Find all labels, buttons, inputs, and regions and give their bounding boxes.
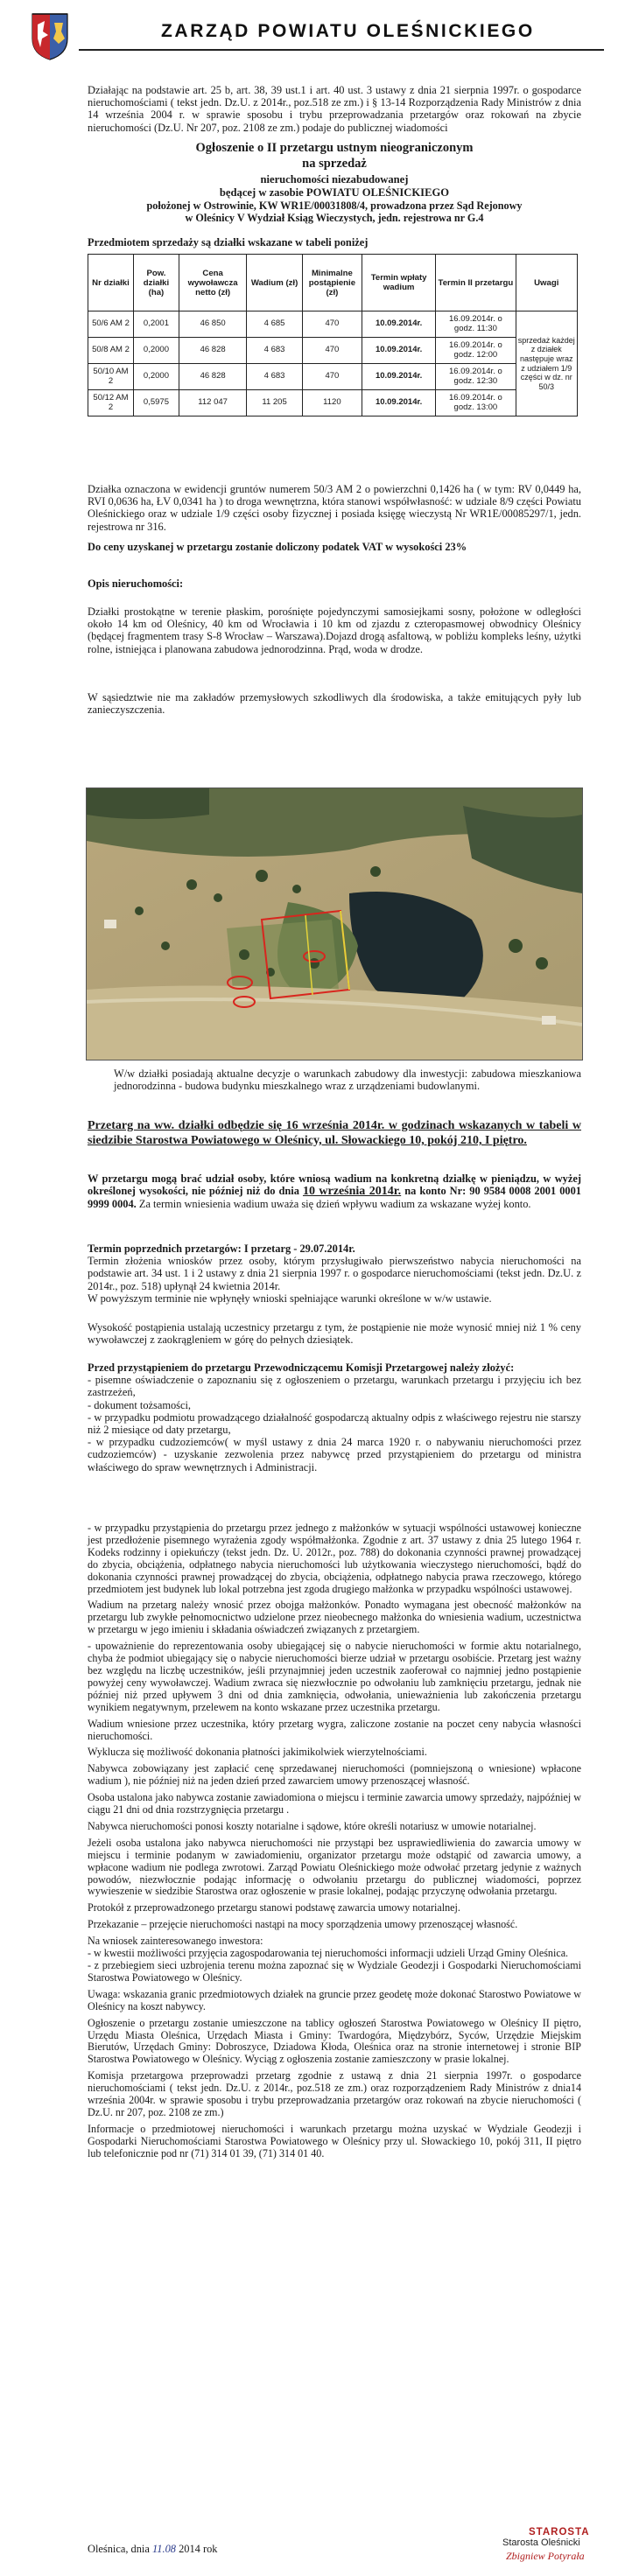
table-cell: 1120 <box>302 390 362 416</box>
announcement-subtitle-1: nieruchomości niezabudowanej <box>260 173 409 186</box>
deposit-text: W przetargu mogą brać udział osoby, które wniosą wadium na konkretną działkę w pieniądzu, w wyżej określonej wysokości, nie później niż do dnia <box>88 1172 581 1198</box>
road-plot-paragraph: Działka oznaczona w ewidencji gruntów numerem 50/3 AM 2 o powierzchni 0,1426 ha ( w tym: RV 0,0449 ha, RVI 0,0636 ha, ŁV 0,0341 ha ) to droga wewnętrzna, która stanowi współwłasność: w udziale 8/9 części Powiatu Oleśnickiego oraz w udziale 1/9 części osoby fizycznej i posiada księgę wieczystą Nr WR1E/00085297/1, jedn. rejestrowa nr 316. <box>88 483 581 533</box>
description-heading: Opis nieruchomości: <box>88 578 184 590</box>
auction-venue: Przetarg na ww. działki odbędzie się 16 września 2014r. w godzinach wskazanych w tabeli w siedzibie Starostwa Powiatowego w Oleśnicy, ul. Słowackiego 10, pokój 210, I piętro. <box>88 1119 581 1147</box>
table-cell: 470 <box>302 364 362 390</box>
list-item: - w kwestii możliwości przyjęcia zagospodarowania tej nieruchomości informacji udzieli Urząd Gminy Oleśnica. <box>88 1947 569 1960</box>
col-header: Termin wpłaty wadium <box>362 255 435 312</box>
deposit-paragraph <box>88 1172 581 1211</box>
table-cell: 50/10 AM 2 <box>88 364 134 390</box>
col-header: Cena wywoławcza netto (zł) <box>179 255 246 312</box>
plots-table <box>88 254 578 416</box>
aerial-photo-image <box>87 788 582 1060</box>
bid-increment-paragraph: Wysokość postąpienia ustalają uczestnicy przetargu z tym, że postąpienie nie może wynosić mniej niż 1 % ceny wywoławczej z zaokrągleniem w górę do pełnych dziesiątek. <box>88 1321 581 1347</box>
col-header: Uwagi <box>516 255 578 312</box>
table-cell: 10.09.2014r. <box>362 338 435 364</box>
footer-place: Oleśnica, dnia <box>88 2543 150 2555</box>
table-cell: 0,2000 <box>133 364 179 390</box>
header-divider <box>79 49 604 51</box>
table-cell: 0,5975 <box>133 390 179 416</box>
table-cell: 0,2000 <box>133 338 179 364</box>
rule-paragraph: Przekazanie – przejęcie nieruchomości nastąpi na mocy sporządzenia umowy przenoszącej własność. <box>88 1918 518 1931</box>
table-cell: 11 205 <box>247 390 303 416</box>
rule-paragraph: Wadium na przetarg należy wnosić przez obojga małżonków. Ponadto wymagana jest obecność małżonków na przetargu lub zwykłe pełnomocnictwo udzielone przez nieobecnego małżonka do wniesienia wadium, uczestnictwa w przetargu w jego imieniu i składania oświadczeń związanych z przetargiem. <box>88 1599 581 1636</box>
table-cell: 112 047 <box>179 390 246 416</box>
table-cell: 50/12 AM 2 <box>88 390 134 416</box>
office-name: ZARZĄD POWIATU OLEŚNICKIEGO <box>161 21 535 41</box>
col-header: Minimalne postąpienie (zł) <box>302 255 362 312</box>
list-item: - w przypadku cudzoziemców( w myśl ustawy z dnia 24 marca 1920 r. o nabywaniu nieruchomości przez cudzoziemców) - uzyskanie zezwolenia przez nabywcę przed przystąpieniem do przetargu od ministra właściwego do spraw wewnętrznych i Administracji. <box>88 1436 581 1474</box>
footer-year: 2014 rok <box>179 2543 218 2555</box>
table-cell: 0,2001 <box>133 312 179 338</box>
list-item: - z przebiegiem sieci uzbrojenia terenu można zapoznać się w Wydziale Geodezji i Gospodarki Nieruchomościami Starostwa Powiatowego w Oleśnicy. <box>88 1959 581 1984</box>
rule-paragraph: Protokół z przeprowadzonego przetargu stanowi podstawę zawarcia umowy notarialnej. <box>88 1901 460 1914</box>
intro-paragraph: Działając na podstawie art. 25 b, art. 38, 39 ust.1 i art. 40 ust. 3 ustawy z dnia 21 sierpnia 1997r. o gospodarce nieruchomościami ( tekst jedn. Dz.U. z 2014r., poz.518 ze zm.) i § 13-14 Rozporządzenia Rady Ministrów z dnia 14 września 2004 r. w sprawie sposobu i trybu przeprowadzania przetargów oraz rokowań na zbycie nieruchomości (Dz.U. Nr 207, poz. 2108 ze zm.) podaje do publicznej wiadomości <box>88 84 581 134</box>
table-cell: 50/6 AM 2 <box>88 312 134 338</box>
table-header-row <box>88 255 578 312</box>
rule-paragraph: Osoba ustalona jako nabywca zostanie zawiadomiona o miejscu i terminie zawarcia umowy sprzedaży, najpóźniej w ciągu 21 dni od dnia rozstrzygnięcia przetargu . <box>88 1791 581 1816</box>
required-documents-list <box>88 1374 581 1474</box>
rule-paragraph: Wyklucza się możliwość dokonania płatności jakimikolwiek wierzytelnościami. <box>88 1746 427 1759</box>
deposit-term-note: Za termin wniesienia wadium uważa się dzień wpływu wadium za wskazane wyżej konto. <box>138 1198 531 1211</box>
rule-paragraph: - upoważnienie do reprezentowania osoby ubiegającej się o nabycie nieruchomości w formie aktu notarialnego, chyba że podmiot ubiegający się o nabycie nieruchomości bierze udział w przetargu osobiście. Przetarg jest ważny bez względu na liczbę uczestników, jeśli przynajmniej jeden uczestnik zaoferował co najmniej jedno postąpienie powyżej ceny wywoławczej. Wadium zwraca się niezwłocznie po odwołaniu lub zamknięciu przetargu, jednak nie później niż przed upływem 3 dni od dnia zamknięcia, odwołania, unieważnienia lub zakończenia przetargu wynikiem negatywnym, przelewem na konto wskazane przez uczestnika przetargu. <box>88 1640 581 1713</box>
table-cell: 46 828 <box>179 364 246 390</box>
announcement-title-1: Ogłoszenie o II przetargu ustnym nieograniczonym <box>195 141 474 155</box>
col-header: Nr działki <box>88 255 134 312</box>
table-cell: 10.09.2014r. <box>362 312 435 338</box>
stamp-office: Starosta Oleśnicki <box>502 2538 580 2548</box>
table-cell: 4 683 <box>247 364 303 390</box>
official-stamp <box>490 2527 613 2571</box>
table-cell: 50/8 AM 2 <box>88 338 134 364</box>
table-cell: 16.09.2014r. o godz. 12:00 <box>436 338 516 364</box>
table-cell: 16.09.2014r. o godz. 12:30 <box>436 364 516 390</box>
required-documents <box>88 1362 581 1474</box>
description-paragraph: Działki prostokątne w terenie płaskim, porośnięte pojedynczymi samosiejkami sosny, położone w odległości około 14 km od Oleśnicy, 40 km od Wrocławia i 10 km od zjazdu z czteropasmowej obwodnicy Oleśnicy (będącej fragmentem trasy S-8 Wrocław – Warszawa).Dojazd drogą asfaltową, w pobliżu kompleks leśny, użytki rolne, istniejąca i planowana zabudowa jednorodzinna. Prąd, woda w drodze. <box>88 606 581 655</box>
table-cell: 470 <box>302 338 362 364</box>
posting-paragraph: Ogłoszenie o przetargu zostanie umieszczone na tablicy ogłoszeń Starostwa Powiatowego w Oleśnicy II piętro, Urzędu Miasta Oleśnica, Urzędach Miasta i Gminy: Twardogóra, Międzybórz, Syców, Urzędzie Miejskim Bierutów, Urzędach Gminy: Dobroszyce, Dziadowa Kłoda, Oleśnica oraz na stronie internetowej i stronie BIP Starostwa Powiatowego w Oleśnicy. Wyciąg z ogłoszenia zostanie zamieszczony w prasie lokalnej. <box>88 2016 581 2066</box>
previous-auctions <box>88 1242 581 1305</box>
table-cell: 10.09.2014r. <box>362 390 435 416</box>
footer-handwritten-date: 11.08 <box>152 2543 176 2555</box>
required-documents-heading: Przed przystąpieniem do przetargu Przewodniczącemu Komisji Przetargowej należy złożyć: <box>88 1362 515 1374</box>
footer-date-line <box>88 2543 350 2555</box>
table-cell: 16.09.2014r. o godz. 13:00 <box>436 390 516 416</box>
table-row <box>88 390 578 416</box>
remarks-cell: sprzedaż każdej z działek następuje wraz z udziałem 1/9 części w dz. nr 50/3 <box>516 312 578 416</box>
table-cell: 470 <box>302 312 362 338</box>
previous-auctions-heading: Termin poprzednich przetargów: I przetarg - 29.07.2014r. <box>88 1242 355 1255</box>
deposit-deadline: 10 września 2014r. <box>302 1185 402 1199</box>
zoning-decision-paragraph: W/w działki posiadają aktualne decyzje o warunkach zabudowy dla inwestycji: zabudowa mieszkaniowa jednorodzinna - budowa budynku mieszkalnego wraz z urządzeniami budowlanymi. <box>114 1068 581 1093</box>
rule-paragraph: Nabywca nieruchomości ponosi koszty notarialne i sądowe, które określi notariusz w umowie notarialnej. <box>88 1819 537 1832</box>
commission-paragraph: Komisja przetargowa przeprowadzi przetarg zgodnie z ustawą z dnia 21 sierpnia 1997r. o gospodarce nieruchomościami ( tekst jedn. Dz.U. z 2014r., poz.518 ze zm.) oraz rozporządzeniem Rady Ministrów z dnia14 września 2004r. w sprawie sposobu i trybu przeprowadzania przetargów oraz rokowań na zbycie nieruchomości ( Dz.U. nr 207, poz. 2108 ze zm.) <box>88 2069 581 2118</box>
table-cell: 46 828 <box>179 338 246 364</box>
announcement-subtitle-2: będącej w zasobie POWIATU OLEŚNICKIEGO <box>219 186 450 199</box>
bank-account: na konto Nr: 90 9584 0008 2001 0001 9999 0004. <box>88 1185 581 1211</box>
previous-auctions-text: Termin złożenia wniosków przez osoby, którym przysługiwało pierwszeństwo nabycia nieruchomości na podstawie art. 34 ust. 1 i 2 ustawy z dnia 21 sierpnia 1997 r. o gospodarce nieruchomościami (tekst jedn. Dz.U. z 2014r., poz. 518) upłynął 24 kwietnia 2014r. <box>88 1255 581 1292</box>
contact-paragraph: Informacje o przedmiotowej nieruchomości i warunkach przetargu można uzyskać w Wydziale Geodezji i Gospodarki Nieruchomościami Starostwa Powiatowego w Oleśnicy przy ul. Słowackiego 10, pokój 311, II piętro lub telefonicznie pod nr (71) 314 01 39, (71) 314 01 40. <box>88 2122 581 2160</box>
rule-paragraph: Wadium wniesione przez uczestnika, który przetarg wygra, zaliczone zostanie na poczet ceny nabycia własności nieruchomości. <box>88 1717 581 1742</box>
table-caption: Przedmiotem sprzedaży są działki wskazane w tabeli poniżej <box>88 236 369 248</box>
table-cell: 4 683 <box>247 338 303 364</box>
col-header: Pow. działki (ha) <box>133 255 179 312</box>
table-cell: 10.09.2014r. <box>362 364 435 390</box>
table-row <box>88 312 578 338</box>
description-paragraph-2: W sąsiedztwie nie ma zakładów przemysłowych szkodliwych dla środowiska, a także emitujących pyły lub zanieczyszczenia. <box>88 691 581 717</box>
coat-of-arms-icon <box>30 12 70 61</box>
table-cell: 4 685 <box>247 312 303 338</box>
letterhead <box>30 12 611 61</box>
list-item: - dokument tożsamości, <box>88 1398 192 1411</box>
stamp-title: STAROSTA <box>529 2527 590 2538</box>
info-heading: Na wniosek zainteresowanego inwestora: <box>88 1935 263 1948</box>
table-row <box>88 338 578 364</box>
rule-paragraph: - w przypadku przystąpienia do przetargu przez jednego z małżonków w sytuacji wspólności ustawowej konieczne jest przedłożenie pisemnego wyrażenia zgody współmałżonka. Zgodnie z art. 37 ustawy z dnia 25 lutego 1964 r. Kodeks rodzinny i opiekuńczy (tekst jedn. Dz. U. 2012r., poz. 788) do dokonania czynności prawnej prowadzącej do zbycia, obciążenia, odpłatnego nabycia nieruchomości lub użytkowania wieczystego nieruchomości, bądź do dokonania czynności prawnej prowadzącej do zbycia, obciążenia, odpłatnego nabycia prawa rzeczowego, którego przedmiotem jest budynek lub lokal potrzebna jest zgoda drugiego małżonka w przypadku wspólności ustawowej. <box>88 1522 581 1595</box>
table-cell: 16.09.2014r. o godz. 11:30 <box>436 312 516 338</box>
col-header: Termin II przetargu <box>436 255 516 312</box>
announcement-subtitle-4: w Oleśnicy V Wydział Ksiąg Wieczystych, jedn. rejestrowa nr G.4 <box>185 212 484 224</box>
announcement-subtitle-3: położonej w Ostrowinie, KW WR1E/00031808/4, prowadzona przez Sąd Rejonowy <box>146 200 523 212</box>
list-item: - pisemne oświadczenie o zapoznaniu się z ogłoszeniem o przetargu, warunkach przetargu i przyjęciu ich bez zastrzeżeń, <box>88 1374 581 1399</box>
surveyor-note: Uwaga: wskazania granic przedmiotowych działek na gruncie przez geodetę może dokonać Starostwo Powiatowe w Oleśnicy na koszt nabywcy. <box>88 1987 581 2012</box>
announcement-title-2: na sprzedaż <box>302 157 367 171</box>
list-item: - w przypadku podmiotu prowadzącego działalność gospodarczą aktualny odpis z właściwego rejestru nie starszy niż 2 miesiące od daty przetargu, <box>88 1410 581 1437</box>
rule-paragraph: Nabywca zobowiązany jest zapłacić cenę sprzedawanej nieruchomości (pomniejszoną o wniesione) wpłacone wadium ), nie później niż na jeden dzień przed zawarciem umowy przenoszącej własność. <box>88 1762 581 1788</box>
table-row <box>88 364 578 390</box>
aerial-photo <box>86 788 583 1060</box>
auction-rules <box>88 1522 581 2165</box>
stamp-signature: Zbigniew Potyrała <box>506 2550 585 2562</box>
col-header: Wadium (zł) <box>247 255 303 312</box>
table-cell: 46 850 <box>179 312 246 338</box>
rule-paragraph: Jeżeli osoba ustalona jako nabywca nieruchomości nie przystąpi bez usprawiedliwienia do zawarcia umowy w miejscu i terminie podanym w zawiadomieniu, organizator przetargu może odstąpić od zawarcia umowy, a wpłacone wadium nie podlega zwrotowi. Zarząd Powiatu Oleśnickiego może odwołać przetarg jedynie z ważnych powodów, niezwłocznie podając informację o odwołaniu przetargu do publicznej wiadomości, poprzez wywieszenie w siedzibie Starostwa oraz ogłoszenie w prasie lokalnej, podając przyczynę odwołania przetargu. <box>88 1836 581 1898</box>
previous-auctions-result: W powyższym terminie nie wpłynęły wnioski spełniające warunki określone w w/w ustawie. <box>88 1292 492 1305</box>
vat-notice: Do ceny uzyskanej w przetargu zostanie doliczony podatek VAT w wysokości 23% <box>88 541 467 553</box>
